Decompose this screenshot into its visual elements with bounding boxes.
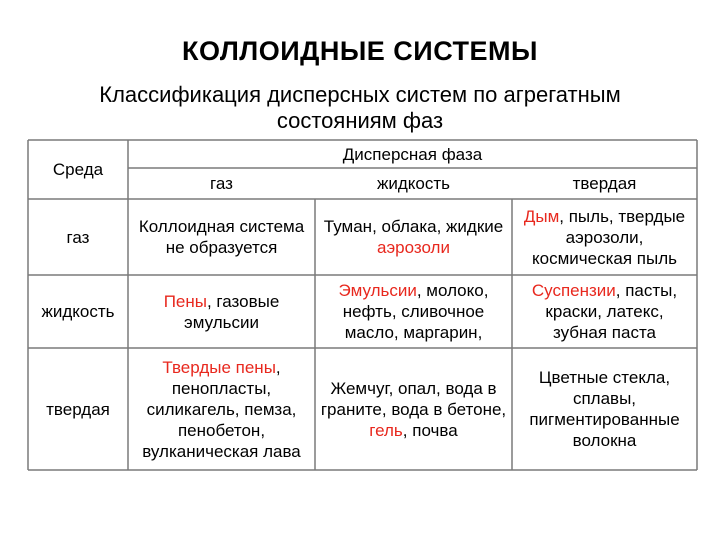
cell-gas-solid — [514, 199, 695, 275]
column-header-gas: газ — [210, 174, 233, 193]
cell-text — [321, 216, 506, 258]
row-header-gas: газ — [66, 227, 90, 247]
cell-text-run: , пыль, твердые аэрозоли, космическая пыль — [532, 206, 686, 268]
cell-text-run: Жемчуг, опал, вода в граните, вода в бетоне, — [320, 378, 507, 419]
cell-liquid-liquid — [321, 275, 506, 348]
cell-text — [321, 280, 506, 343]
corner-header-medium: Среда — [52, 160, 104, 179]
cell-text — [130, 357, 313, 462]
cell-text-run: , пасты, краски, латекс, зубная паста — [545, 281, 678, 342]
cell-text — [514, 206, 695, 269]
highlighted-term: гель — [369, 420, 403, 440]
cell-text — [319, 378, 508, 441]
highlighted-term: Пены — [163, 291, 207, 311]
cell-text — [134, 216, 309, 258]
cell-liquid-gas — [134, 275, 309, 348]
cell-text-run: , молоко, нефть, сливочное масло, маргарин, — [342, 281, 489, 342]
page-title: КОЛЛОИДНЫЕ СИСТЕМЫ — [182, 36, 538, 66]
cell-text — [514, 367, 695, 451]
cell-text — [518, 280, 691, 343]
highlighted-term: Эмульсии — [338, 281, 417, 300]
highlighted-term: Твердые пены — [162, 357, 276, 377]
cell-text-run: , почва — [402, 420, 458, 440]
row-header-liquid: жидкость — [41, 302, 115, 321]
row-header-solid: твердая — [46, 399, 110, 419]
highlighted-term: Суспензии — [531, 281, 616, 300]
cell-text-run: , пенопласты, силикагель, пемза, пенобетон, вулканическая лава — [142, 357, 301, 461]
cell-liquid-solid — [518, 275, 691, 348]
cell-gas-liquid — [321, 199, 506, 275]
cell-solid-liquid — [319, 348, 508, 470]
cell-text-run: Цветные стекла, сплавы, пигментированные волокна — [529, 368, 680, 450]
highlighted-term: аэрозоли — [377, 238, 450, 257]
column-header-solid: твердая — [572, 174, 637, 193]
column-header-liquid: жидкость — [376, 174, 450, 193]
cell-text-run: , газовые эмульсии — [184, 291, 280, 332]
dispersed-phase-header: Дисперсная фаза — [342, 144, 483, 164]
highlighted-term: Дым — [523, 206, 560, 226]
page-subtitle: Классификация дисперсных систем по агрегатным состояниям фаз — [99, 82, 621, 133]
cell-solid-solid — [514, 348, 695, 470]
cell-solid-gas — [130, 348, 313, 470]
cell-text-run: Коллоидная система не образуется — [138, 217, 305, 257]
cell-text — [134, 291, 309, 333]
cell-text-run: Туман, облака, жидкие — [323, 217, 504, 236]
cell-gas-gas — [134, 199, 309, 275]
